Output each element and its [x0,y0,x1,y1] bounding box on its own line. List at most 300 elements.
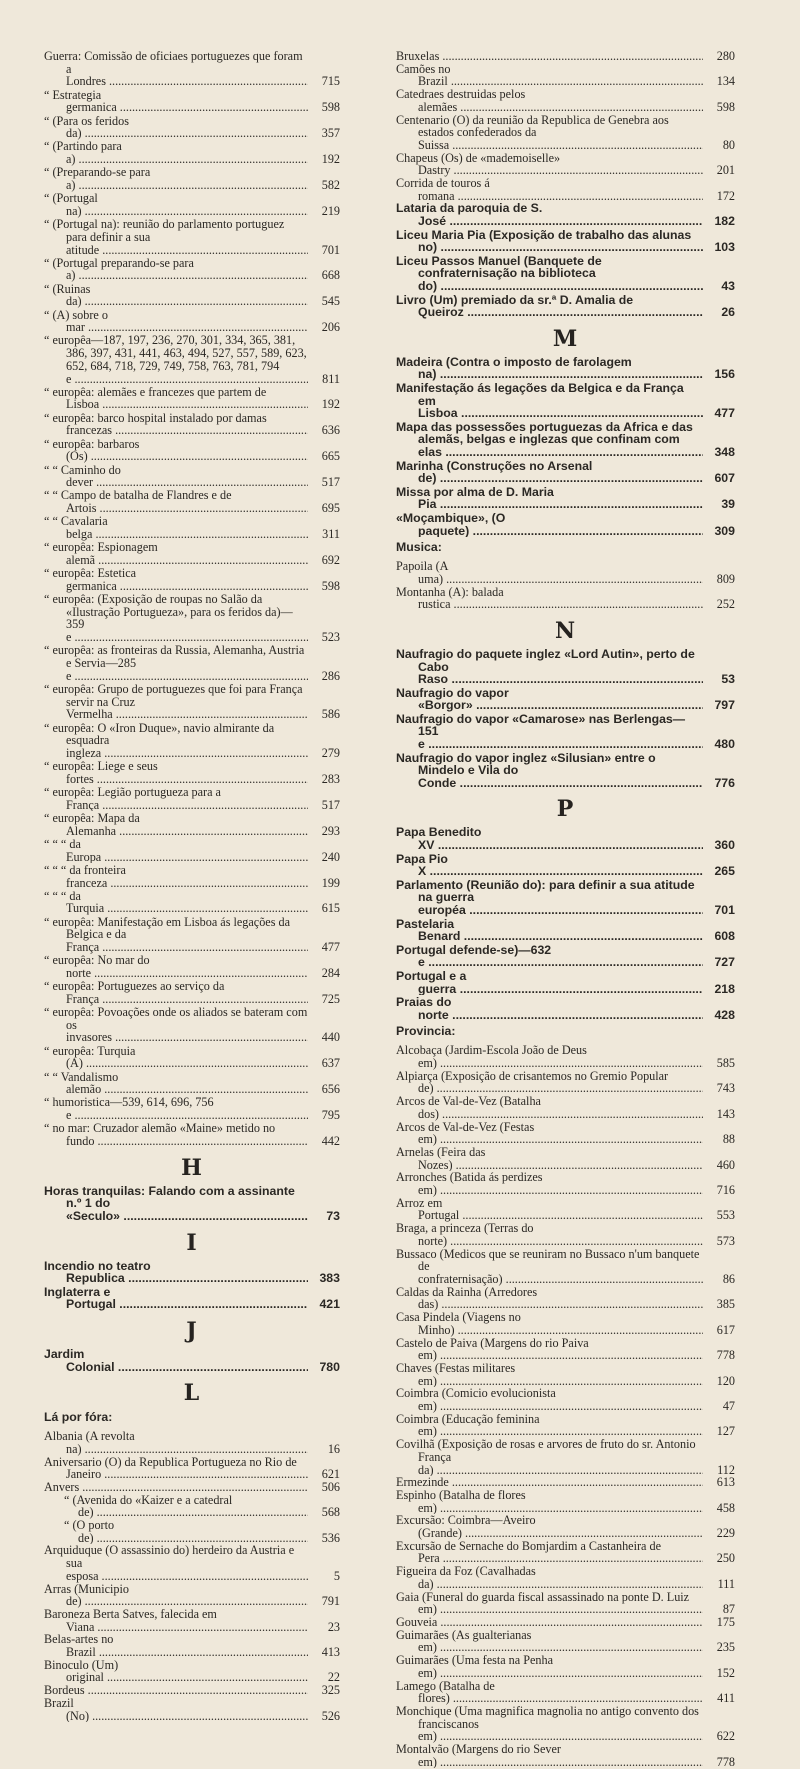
entry-page-number: 293 [321,823,340,838]
entry-title: “ europêa: O «Iron Duque», navio almirante da esquadra ingleza ..... [44,722,308,760]
index-entry [396,1248,735,1286]
index-entry [396,1629,735,1654]
index-entry [44,386,340,411]
entry-title: Monchique (Uma magnifica magnolia no antigo convento dos franciscanos em) ..... [396,1705,703,1743]
entry-page-number: 206 [321,320,340,335]
entry-page-number: 279 [321,745,340,760]
entry-title: “ (A) sobre o mar ..... [44,309,308,334]
entry-title: Naufragio do paquete inglez «Lord Autin», perto de Cabo Raso ..... [396,648,703,686]
entry-title: Montanha (A): balada rustica ..... [396,586,703,611]
entry-page-number: 413 [321,1645,340,1660]
index-entry [44,1045,340,1070]
entry-title: Covilhã (Exposição de rosas e arvores de fruto do sr. Antonio França da) ..... [396,1438,703,1476]
entry-title: Braga, a princeza (Terras do norte) ..... [396,1222,703,1247]
entry-title: Figueira da Foz (Cavalhadas da) ..... [396,1565,703,1590]
entry-page-number: 357 [321,126,340,141]
entry-page-number: 283 [321,771,340,786]
entry-title: Manifestação ás legações da Belgica e da França em Lisboa ..... [396,382,703,420]
index-entry [396,229,735,254]
entry-title: Papa Benedito XV ..... [396,826,703,851]
entry-page-number: 586 [321,707,340,722]
index-entry [396,752,735,790]
entry-page-number: 127 [716,1424,735,1439]
entry-title: «Moçambique», (O paquete) ..... [396,512,703,537]
entry-page-number: 716 [716,1183,735,1198]
entry-title: “ “ “ da fronteira franceza ..... [44,864,308,889]
entry-page-number: 585 [716,1056,735,1071]
index-entry [396,1489,735,1514]
entry-page-number: 103 [714,240,735,255]
entry-title: “ europêa: Portuguezes ao serviço da França ..... [44,980,308,1005]
entry-title: Portugal defende-se)—632 e ..... [396,944,703,969]
entry-title: “ europêa: (Exposição de roupas no Salão da «Ilustração Portugueza», para os feridos da)—359 e ..... [44,593,308,644]
index-entry [44,50,340,88]
index-entry [44,1519,340,1544]
index-entry [44,1430,340,1455]
entry-page-number: 617 [716,1322,735,1337]
entry-page-number: 26 [721,305,735,320]
index-entry [396,648,735,686]
index-entry [44,980,340,1005]
entry-page-number: 725 [321,991,340,1006]
index-entry [44,283,340,308]
entry-title: “ (Avenida do «Kaizer e a catedral de) ..... [64,1494,308,1519]
entry-title: Bussaco (Medicos que se reuniram no Bussaco n'um banquete de confraternisação) ..... [396,1248,703,1286]
index-entry [44,412,340,437]
entry-title: Arronches (Batida ás perdizes em) ..... [396,1171,703,1196]
index-entry [44,438,340,463]
entry-page-number: 156 [714,367,735,382]
entry-page-number: 428 [714,1007,735,1022]
entry-page-number: 582 [321,178,340,193]
index-entry [396,970,735,995]
entry-title: Binoculo (Um) original ..... [44,1659,308,1684]
entry-page-number: 112 [717,1462,735,1477]
entry-title: Espinho (Batalha de flores em) ..... [396,1489,703,1514]
entry-title: Praias do norte ..... [396,996,703,1021]
entry-page-number: 795 [321,1108,340,1123]
entry-page-number: 477 [714,406,735,421]
entry-page-number: 692 [321,552,340,567]
index-entry [44,464,340,489]
index-entry [396,879,735,917]
index-entry [396,713,735,751]
entry-page-number: 458 [716,1500,735,1515]
index-entry [396,1286,735,1311]
index-entry [396,918,735,943]
entry-title: Belas-artes no Brazil ..... [44,1633,308,1658]
index-entry [396,1540,735,1565]
entry-title: Liceu Passos Manuel (Banquete de confraternisação na biblioteca do) ..... [396,255,703,293]
entry-title: “ europêa: Legião portugueza para a França ..... [44,786,308,811]
entry-title: “ europêa: barco hospital instalado por damas francezas ..... [44,412,308,437]
entry-title: “ (Portugal na): reunião do parlamento portuguez para definir a sua atitude ..... [44,218,308,256]
index-entry [396,1743,735,1768]
entry-page-number: 621 [321,1467,340,1482]
entry-title: Guimarães (As gualterianas em) ..... [396,1629,703,1654]
entry-title: Coimbra (Educação feminina em) ..... [396,1413,703,1438]
index-entry [44,1544,340,1582]
entry-title: Portugal e a guerra ..... [396,970,703,995]
entry-title: Livro (Um) premiado da sr.ª D. Amalia de Queiroz ..... [396,294,703,319]
entry-page-number: 440 [321,1030,340,1045]
entry-title: Brazil (No) ..... [44,1697,308,1722]
entry-page-number: 797 [714,698,735,713]
index-entry [396,826,735,851]
entry-title: Arroz em Portugal ..... [396,1197,703,1222]
index-entry [44,722,340,760]
entry-title: Arras (Municipio de) ..... [44,1583,308,1608]
entry-page-number: 608 [714,929,735,944]
entry-page-number: 240 [321,849,340,864]
index-entry [44,644,340,682]
index-entry [396,50,735,63]
entry-title: Anvers ..... [44,1481,308,1494]
entry-title: “ (Portugal na) ..... [44,192,308,217]
entry-title: “ “ Campo de batalha de Flandres e de Artois ..... [44,489,308,514]
entry-title: “ “ “ da Turquia ..... [44,890,308,915]
index-entry [396,944,735,969]
section-letter-j: J [186,1317,198,1344]
entry-title: Madeira (Contra o imposto de farolagem na) ..... [396,356,703,381]
entry-page-number: 778 [716,1754,735,1769]
index-entry [44,334,340,385]
entry-title: Excursão de Sernache do Bomjardim a Castanheira de Pera ..... [396,1540,703,1565]
entry-title: Arcos de Val-de-Vez (Batalha dos) ..... [396,1095,703,1120]
entry-title: Incendio no teatro Republica ..... [44,1260,308,1285]
entry-page-number: 442 [321,1134,340,1149]
index-entry [396,421,735,459]
section-letter-l: L [183,1380,201,1407]
entry-page-number: 192 [321,397,340,412]
index-entry [44,1697,340,1722]
index-entry [396,1095,735,1120]
index-entry [44,760,340,785]
index-entry [396,1311,735,1336]
index-entry [44,218,340,256]
index-entry [396,486,735,511]
index-entry [44,1494,340,1519]
index-entry [44,89,340,114]
entry-title: “ (O porto de) ..... [64,1519,308,1544]
entry-page-number: 615 [321,901,340,916]
entry-page-number: 325 [321,1683,340,1698]
entry-title: “ “ “ da Europa ..... [44,838,308,863]
entry-title: Aniversario (O) da Republica Portugueza no Rio de Janeiro ..... [44,1456,308,1481]
entry-title: Corrida de touros á romana ..... [396,177,703,202]
entry-page-number: 536 [321,1530,340,1545]
entry-title: “ (Preparando-se para a) ..... [44,166,308,191]
index-entry [396,1616,735,1629]
index-entry [396,560,735,585]
entry-title: Guerra: Comissão de oficiaes portuguezes que foram a Londres ..... [44,50,308,88]
index-entry [396,687,735,712]
entry-page-number: 477 [321,940,340,955]
section-letter-i: I [186,1229,198,1256]
entry-page-number: 80 [722,137,735,152]
index-entry [396,1387,735,1412]
left-column [44,50,340,1722]
entry-title: “ europêa: Manifestação em Lisboa ás legações da Belgica e da França ..... [44,916,308,954]
entry-title: Ermezinde ..... [396,1476,703,1489]
entry-page-number: 182 [714,214,735,229]
entry-title: “ europêa: Grupo de portuguezes que foi para França servir na Cruz Vermelha ..... [44,683,308,721]
index-entry [44,1659,340,1684]
entry-page-number: 607 [714,471,735,486]
index-entry [396,1680,735,1705]
entry-title: Casa Pindela (Viagens no Minho) ..... [396,1311,703,1336]
index-entry [44,593,340,644]
entry-title: Gouveia ..... [396,1616,703,1629]
entry-title: Naufragio do vapor inglez «Silusian» entre o Mindelo e Vila do Conde ..... [396,752,703,790]
entry-title: Inglaterra e Portugal ..... [44,1286,308,1311]
index-entry [44,1481,340,1494]
entry-page-number: 506 [321,1479,340,1494]
index-entry [396,1070,735,1095]
index-entry [44,1006,340,1044]
index-entry [44,192,340,217]
index-entry [396,512,735,537]
index-entry [44,864,340,889]
entry-page-number: 120 [716,1373,735,1388]
index-entry [44,1348,340,1373]
entry-title: Bordeus ..... [44,1684,308,1697]
entry-title: Pastelaria Benard ..... [396,918,703,943]
entry-title: Arcos de Val-de-Vez (Festas em) ..... [396,1121,703,1146]
index-entry [44,1122,340,1147]
index-entry [44,1583,340,1608]
index-entry [44,166,340,191]
entry-page-number: 192 [321,152,340,167]
entry-page-number: 311 [322,527,340,542]
index-entry [44,916,340,954]
index-entry [44,683,340,721]
entry-page-number: 152 [716,1665,735,1680]
entry-title: “ europêa: barbaros (Os) ..... [44,438,308,463]
entry-page-number: 613 [716,1475,735,1490]
index-entry [396,88,735,113]
entry-page-number: 22 [327,1670,340,1685]
entry-title: Horas tranquilas: Falando com a assinante n.º 1 do «Seculo» ..... [44,1185,308,1223]
entry-page-number: 87 [722,1602,735,1617]
entry-page-number: 715 [321,74,340,89]
entry-page-number: 545 [321,294,340,309]
index-entry [396,382,735,420]
entry-title: Alpiarça (Exposição de crisantemos no Gremio Popular de) ..... [396,1070,703,1095]
index-entry [44,890,340,915]
index-entry [396,1197,735,1222]
index-entry [396,853,735,878]
entry-title: “ europêa: alemães e francezes que partem de Lisboa ..... [44,386,308,411]
entry-page-number: 111 [717,1576,735,1591]
section-letter-n: N [554,617,577,644]
entry-page-number: 385 [716,1297,735,1312]
entry-page-number: 668 [321,268,340,283]
entry-title: “ no mar: Cruzador alemão «Maine» metido no fundo ..... [44,1122,308,1147]
entry-page-number: 348 [714,444,735,459]
entry-title: Caldas da Rainha (Arredores das) ..... [396,1286,703,1311]
index-entry [44,838,340,863]
entry-page-number: 309 [714,523,735,538]
entry-title: Papa Pio X ..... [396,853,703,878]
section-heading: Musica: [396,540,442,555]
entry-page-number: 421 [319,1297,340,1312]
index-entry [396,1171,735,1196]
index-entry [396,1514,735,1539]
index-entry [396,255,735,293]
entry-page-number: 250 [716,1551,735,1566]
index-entry [396,114,735,152]
entry-page-number: 656 [321,1082,340,1097]
index-entry [396,1222,735,1247]
entry-title: Alcobaça (Jardim-Escola João de Deus em) ..... [396,1044,703,1069]
index-entry [396,1591,735,1616]
entry-page-number: 252 [716,597,735,612]
entry-title: Naufragio do vapor «Camarose» nas Berlengas—151 e ..... [396,713,703,751]
index-entry [396,1565,735,1590]
section-letter-h: H [181,1154,203,1181]
entry-title: Coimbra (Comicio evolucionista em) ..... [396,1387,703,1412]
entry-page-number: 86 [722,1272,735,1286]
entry-page-number: 622 [716,1729,735,1744]
index-entry [396,1044,735,1069]
entry-title: “ humoristica—539, 614, 696, 756 e ..... [44,1096,308,1121]
entry-page-number: 284 [321,965,340,980]
entry-title: Montalvão (Margens do rio Sever em) ..... [396,1743,703,1768]
entry-title: Albania (A revolta na) ..... [44,1430,308,1455]
entry-page-number: 134 [716,74,735,89]
section-letter-m: M [552,325,579,352]
entry-title: “ europêa—187, 197, 236, 270, 301, 334, 365, 381, 386, 397, 431, 441, 463, 494, 527, 557, 589, 623, 652, 684, 718, 729, 749, 758, 763, 781, 794 e ..... [44,334,308,385]
entry-title: “ (Ruinas da) ..... [44,283,308,308]
entry-page-number: 523 [321,630,340,645]
entry-title: Naufragio do vapor «Borgor» ..... [396,687,703,712]
index-entry [396,460,735,485]
entry-title: “ (Para os feridos da) ..... [44,115,308,140]
index-entry [44,489,340,514]
entry-title: “ Estrategia germanica ..... [44,89,308,114]
index-entry [44,567,340,592]
index-entry [396,294,735,319]
index-entry [44,1096,340,1121]
entry-page-number: 175 [716,1614,735,1629]
entry-page-number: 743 [716,1081,735,1096]
entry-title: Gaia (Funeral do guarda fiscal assassinado na ponte D. Luiz em) ..... [396,1591,703,1616]
entry-page-number: 665 [321,449,340,464]
entry-title: Mapa das possessões portuguezas da Africa e das alemãs, belgas e inglezas que confinam com elas ..... [396,421,703,459]
entry-title: “ “ Caminho do dever ..... [44,464,308,489]
index-entry [44,515,340,540]
index-entry [396,1146,735,1171]
index-entry [44,541,340,566]
entry-title: Castelo de Paiva (Margens do rio Paiva em) ..... [396,1337,703,1362]
entry-page-number: 383 [319,1271,340,1286]
entry-title: Guimarães (Uma festa na Penha em) ..... [396,1654,703,1679]
entry-title: “ europêa: Estetica germanica ..... [44,567,308,592]
entry-title: Centenario (O) da reunião da Republica de Genebra aos estados confederados da Suissa ..... [396,114,703,152]
entry-title: Excursão: Coimbra—Aveiro (Grande) ..... [396,1514,703,1539]
entry-page-number: 598 [321,100,340,115]
entry-page-number: 23 [327,1619,340,1634]
entry-page-number: 143 [716,1106,735,1121]
entry-page-number: 280 [716,49,735,63]
entry-title: Jardim Colonial ..... [44,1348,308,1373]
entry-page-number: 172 [716,188,735,203]
entry-title: Arnelas (Feira das Nozes) ..... [396,1146,703,1171]
entry-page-number: 778 [716,1348,735,1363]
entry-title: “ (Portugal preparando-se para a) ..... [44,257,308,282]
index-entry [396,1413,735,1438]
index-entry [396,356,735,381]
entry-page-number: 411 [717,1691,735,1706]
entry-title: “ “ Cavalaria belga ..... [44,515,308,540]
entry-page-number: 517 [321,797,340,812]
entry-page-number: 776 [714,775,735,790]
entry-page-number: 809 [716,571,735,586]
entry-page-number: 701 [714,903,735,917]
entry-page-number: 53 [721,672,735,687]
entry-page-number: 218 [714,981,735,996]
entry-page-number: 598 [716,99,735,114]
index-entry [396,996,735,1021]
entry-title: Camões no Brazil ..... [396,63,703,88]
entry-title: Papoila (A uma) ..... [396,560,703,585]
entry-page-number: 16 [327,1441,340,1456]
index-entry [396,1654,735,1679]
index-entry [396,63,735,88]
entry-page-number: 727 [714,955,735,970]
entry-page-number: 43 [721,279,735,293]
entry-page-number: 199 [321,875,340,890]
index-entry [44,1684,340,1697]
entry-title: Marinha (Construções no Arsenal de) ..... [396,460,703,485]
entry-title: “ europêa: Turquia (A) ..... [44,1045,308,1070]
entry-page-number: 553 [716,1208,735,1223]
index-entry [396,202,735,227]
entry-page-number: 598 [321,578,340,593]
index-entry [44,1633,340,1658]
entry-page-number: 695 [321,501,340,516]
entry-title: Lamego (Batalha de flores) ..... [396,1680,703,1705]
entry-page-number: 39 [721,497,735,512]
entry-page-number: 47 [722,1399,735,1414]
entry-title: Missa por alma de D. Maria Pia ..... [396,486,703,511]
entry-page-number: 480 [714,737,735,752]
entry-title: “ “ Vandalismo alemão ..... [44,1071,308,1096]
index-entry [44,309,340,334]
index-entry [396,1337,735,1362]
section-heading: Provincia: [396,1024,456,1039]
entry-page-number: 636 [321,423,340,438]
index-entry [44,812,340,837]
index-entry [44,786,340,811]
section-letter-p: P [556,796,575,823]
entry-page-number: 201 [716,163,735,178]
entry-title: Baroneza Berta Satves, falecida em Viana ..... [44,1608,308,1633]
entry-page-number: 88 [722,1132,735,1147]
entry-page-number: 286 [321,668,340,683]
right-column [396,50,735,1768]
index-entry [396,177,735,202]
entry-page-number: 791 [321,1594,340,1609]
entry-page-number: 517 [321,475,340,490]
entry-page-number: 637 [321,1056,340,1071]
index-entry [44,1260,340,1285]
index-entry [396,1362,735,1387]
entry-title: “ europêa: Povoações onde os aliados se bateram com os invasores ..... [44,1006,308,1044]
entry-page-number: 811 [322,371,340,386]
entry-title: Arquiduque (O assassinio do) herdeiro da Austria e sua esposa ..... [44,1544,308,1582]
